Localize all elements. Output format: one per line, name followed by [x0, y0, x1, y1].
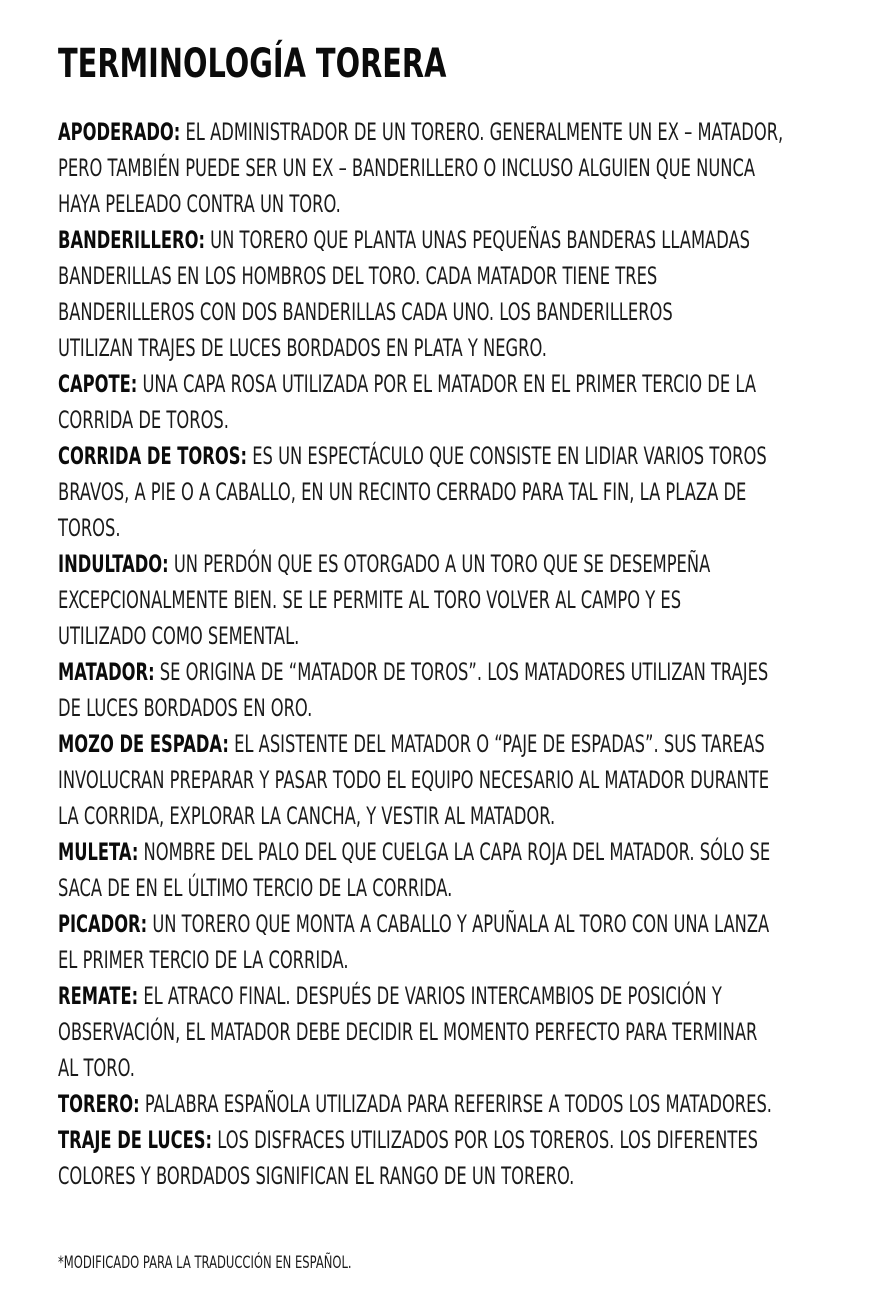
glossary-definition-text: HAYA PELEADO CONTRA UN TORO. — [58, 190, 341, 218]
glossary-term: TRAJE DE LUCES: — [58, 1126, 213, 1154]
glossary-definition-text: EL ASISTENTE DEL MATADOR O “PAJE DE ESPADAS”. SUS TAREAS — [228, 730, 765, 758]
glossary-line — [58, 150, 756, 186]
glossary-definition-text: OBSERVACIÓN, EL MATADOR DEBE DECIDIR EL MOMENTO PERFECTO PARA TERMINAR — [58, 1018, 758, 1046]
glossary-line — [58, 1122, 759, 1158]
glossary-term: MULETA: — [58, 838, 139, 866]
glossary-definition-text: INVOLUCRAN PREPARAR Y PASAR TODO EL EQUIPO NECESARIO AL MATADOR DURANTE — [58, 766, 770, 794]
glossary-definition-text: BANDERILLAS EN LOS HOMBROS DEL TORO. CADA MATADOR TIENE TRES — [58, 262, 658, 290]
glossary-line — [58, 1086, 772, 1122]
glossary-line — [58, 798, 602, 834]
glossary-line — [58, 546, 711, 582]
glossary-line — [58, 1158, 602, 1194]
glossary-line — [58, 402, 602, 438]
glossary-line — [58, 582, 682, 618]
glossary-entry — [58, 726, 858, 834]
glossary-definition-text: DE LUCES BORDADOS EN ORO. — [58, 694, 313, 722]
glossary-line — [58, 1014, 758, 1050]
glossary-entry — [58, 438, 858, 546]
glossary-definition-text: UN TORERO QUE PLANTA UNAS PEQUEÑAS BANDERAS LLAMADAS — [204, 226, 751, 254]
glossary-line — [58, 366, 757, 402]
glossary-term: PICADOR: — [58, 910, 148, 938]
glossary-term: INDULTADO: — [58, 550, 169, 578]
glossary-definition-text: SE ORIGINA DE “MATADOR DE TOROS”. LOS MATADORES UTILIZAN TRAJES — [154, 658, 769, 686]
glossary-line — [58, 510, 602, 546]
page-title: TERMINOLOGÍA TORERA — [58, 41, 447, 87]
glossary-term: APODERADO: — [58, 118, 181, 146]
glossary-entry — [58, 222, 858, 366]
glossary-line — [58, 870, 602, 906]
glossary-entry — [58, 1086, 858, 1122]
glossary-entry — [58, 114, 858, 222]
glossary-definition-text: COLORES Y BORDADOS SIGNIFICAN EL RANGO DE UN TORERO. — [58, 1162, 575, 1190]
glossary-definition-text: UNA CAPA ROSA UTILIZADA POR EL MATADOR EN EL PRIMER TERCIO DE LA — [137, 370, 757, 398]
glossary-list — [58, 114, 858, 1194]
glossary-definition-text: SACA DE EN EL ÚLTIMO TERCIO DE LA CORRIDA. — [58, 874, 453, 902]
footnote: *MODIFICADO PARA LA TRADUCCIÓN EN ESPAÑOL. — [58, 1253, 352, 1273]
glossary-definition-text: TOROS. — [58, 514, 121, 542]
glossary-definition-text: EXCEPCIONALMENTE BIEN. SE LE PERMITE AL TORO VOLVER AL CAMPO Y ES — [58, 586, 682, 614]
glossary-line — [58, 114, 784, 150]
glossary-definition-text: PALABRA ESPAÑOLA UTILIZADA PARA REFERIRSE A TODOS LOS MATADORES. — [139, 1090, 772, 1118]
glossary-definition-text: LA CORRIDA, EXPLORAR LA CANCHA, Y VESTIR AL MATADOR. — [58, 802, 556, 830]
glossary-entry — [58, 978, 858, 1086]
glossary-term: TORERO: — [58, 1090, 140, 1118]
glossary-line — [58, 942, 602, 978]
glossary-line — [58, 978, 722, 1014]
glossary-line — [58, 330, 602, 366]
glossary-definition-text: NOMBRE DEL PALO DEL QUE CUELGA LA CAPA ROJA DEL MATADOR. SÓLO SE — [138, 838, 771, 866]
glossary-line — [58, 438, 767, 474]
glossary-entry — [58, 546, 858, 654]
glossary-definition-text: UTILIZAN TRAJES DE LUCES BORDADOS EN PLATA Y NEGRO. — [58, 334, 547, 362]
glossary-line — [58, 762, 770, 798]
glossary-definition-text: LOS DISFRACES UTILIZADOS POR LOS TOREROS. LOS DIFERENTES — [212, 1126, 759, 1154]
glossary-line — [58, 654, 769, 690]
glossary-definition-text: EL PRIMER TERCIO DE LA CORRIDA. — [58, 946, 349, 974]
glossary-line — [58, 690, 602, 726]
glossary-definition-text: UN TORERO QUE MONTA A CABALLO Y APUÑALA AL TORO CON UNA LANZA — [147, 910, 770, 938]
glossary-line — [58, 186, 602, 222]
glossary-line — [58, 726, 765, 762]
glossary-term: MOZO DE ESPADA: — [58, 730, 229, 758]
glossary-definition-text: PERO TAMBIÉN PUEDE SER UN EX – BANDERILLERO O INCLUSO ALGUIEN QUE NUNCA — [58, 154, 756, 182]
glossary-line — [58, 906, 770, 942]
glossary-line — [58, 258, 658, 294]
glossary-term: REMATE: — [58, 982, 139, 1010]
glossary-definition-text: BRAVOS, A PIE O A CABALLO, EN UN RECINTO CERRADO PARA TAL FIN, LA PLAZA DE — [58, 478, 747, 506]
glossary-definition-text: AL TORO. — [58, 1054, 135, 1082]
glossary-line — [58, 474, 747, 510]
glossary-definition-text: EL ATRACO FINAL. DESPUÉS DE VARIOS INTERCAMBIOS DE POSICIÓN Y — [138, 982, 722, 1010]
glossary-entry — [58, 1122, 858, 1194]
glossary-line — [58, 618, 602, 654]
glossary-term: CAPOTE: — [58, 370, 138, 398]
glossary-definition-text: BANDERILLEROS CON DOS BANDERILLAS CADA UNO. LOS BANDERILLEROS — [58, 298, 673, 326]
glossary-line — [58, 834, 771, 870]
glossary-term: CORRIDA DE TOROS: — [58, 442, 248, 470]
glossary-entry — [58, 366, 858, 438]
document-page — [58, 40, 858, 1194]
glossary-definition-text: CORRIDA DE TOROS. — [58, 406, 229, 434]
glossary-entry — [58, 834, 858, 906]
glossary-definition-text: UN PERDÓN QUE ES OTORGADO A UN TORO QUE SE DESEMPEÑA — [168, 550, 711, 578]
glossary-entry — [58, 654, 858, 726]
glossary-definition-text: UTILIZADO COMO SEMENTAL. — [58, 622, 300, 650]
glossary-definition-text: ES UN ESPECTÁCULO QUE CONSISTE EN LIDIAR VARIOS TOROS — [247, 442, 767, 470]
glossary-definition-text: EL ADMINISTRADOR DE UN TORERO. GENERALMENTE UN EX – MATADOR, — [180, 118, 784, 146]
glossary-term: MATADOR: — [58, 658, 155, 686]
glossary-line — [58, 1050, 602, 1086]
glossary-line — [58, 222, 751, 258]
glossary-entry — [58, 906, 858, 978]
glossary-line — [58, 294, 673, 330]
glossary-term: BANDERILLERO: — [58, 226, 205, 254]
